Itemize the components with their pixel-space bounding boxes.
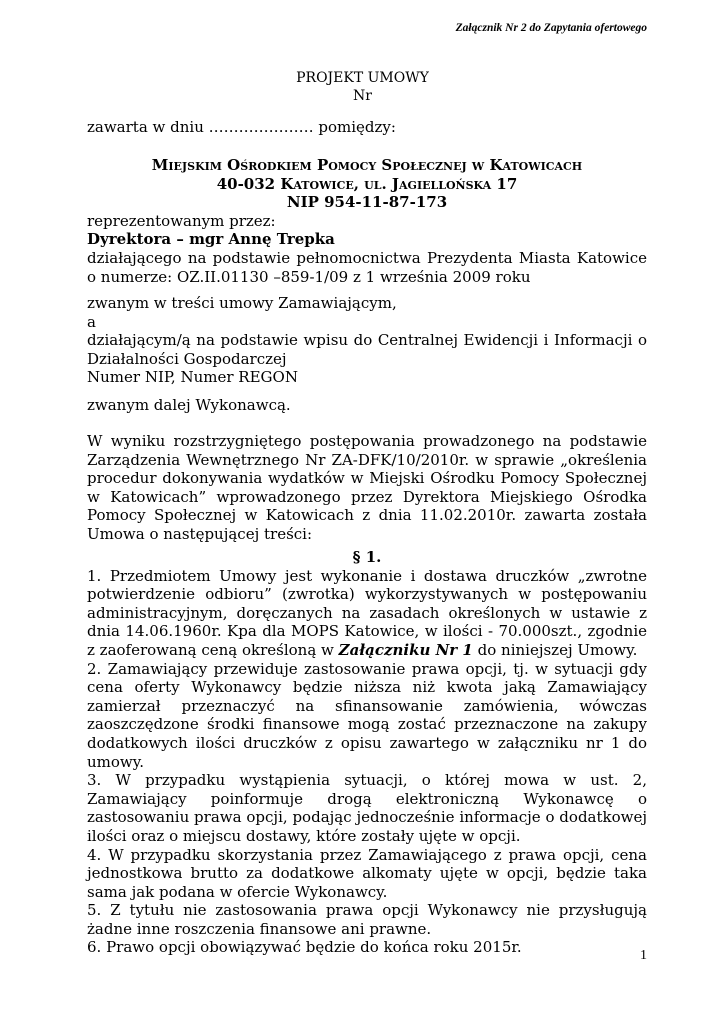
represented-by: reprezentowanym przez:	[87, 211, 276, 230]
clause-4: 4. W przypadku skorzystania przez Zamawiającego z prawa opcji, cena jednostkowa brutto za dodatkowe alkomaty ujęte w opcji, będzie taka sama jak podana w ofercie Wykonawcy.	[87, 845, 647, 901]
contractor-basis: działającym/ą na podstawie wpisu do Centralnej Ewidencji i Informacji o Działalności Gospodarczej	[87, 331, 647, 368]
clause-1-attachment-ref: Załączniku Nr 1	[338, 640, 473, 659]
authority-text: działającego na podstawie pełnomocnictwa Prezydenta Miasta Katowice o numerze: OZ.II.01130 –859-1/09 z 1 września 2009 roku	[87, 248, 647, 286]
document-title: PROJEKT UMOWY	[296, 70, 429, 86]
party1-block	[87, 156, 647, 286]
intro-block	[87, 432, 647, 544]
representative: Dyrektora – mgr Annę Trepka	[87, 230, 335, 249]
clause-2: 2. Zamawiający przewiduje zastosowanie prawa opcji, tj. w sytuacji gdy cena oferty Wykonawcy będzie niższa niż kwota jaką Zamawiający zamierzał przeznaczyć na sfinansowanie zamówienia, wówczas zaoszczędzone środki finansowe mogą zostać przeznaczone na zakupy dodatkowych ilości druczków z opisu zawartego w załączniku nr 1 do umowy.	[87, 659, 647, 771]
clause-1-text: 1. Przedmiotem Umowy jest wykonanie i dostawa druczków „zwrotne potwierdzenie odbioru” (zwrotka) wykorzystywanych w postępowaniu administracyjnym, doręczanych na zasadach określonych w ustawie z dnia 14.06.1960r. Kpa dla MOPS Katowice, w ilości - 70.000szt., zgodnie z zaoferowaną ceną określoną w	[87, 566, 647, 659]
clause-1	[87, 567, 647, 660]
party1-nip: NIP 954-11-87-173	[286, 193, 448, 212]
attachment-note: Załącznik Nr 2 do Zapytania ofertowego	[455, 22, 647, 34]
clause-3: 3. W przypadku wystąpienia sytuacji, o której mowa w ust. 2, Zamawiający poinformuje drogą elektroniczną Wykonawcę o zastosowaniu prawa opcji, podając jednocześnie informacje o dodatkowej ilości oraz o miejscu dostawy, które zostały ujęte w opcji.	[87, 771, 647, 845]
called-ordering: zwanym w treści umowy Zamawiającym,	[87, 294, 397, 312]
parties-block	[87, 294, 647, 387]
section1-block	[87, 548, 647, 957]
section-title: § 1.	[352, 548, 382, 566]
date-line-block	[87, 118, 647, 137]
party1-address: 40-032 Katowice, ul. Jagiellońska 17	[216, 174, 518, 193]
page-number: 1	[640, 948, 647, 963]
clause-1-tail: do niniejszej Umowy.	[472, 640, 638, 659]
date-line: zawarta w dniu ………………… pomiędzy:	[87, 118, 396, 136]
clause-5: 5. Z tytułu nie zastosowania prawa opcji Wykonawcy nie przysługują żadne inne roszczenia finansowe ani prawne.	[87, 901, 647, 938]
called-contractor: zwanym dalej Wykonawcą.	[87, 396, 291, 414]
clause-6: 6. Prawo opcji obowiązywać będzie do końca roku 2015r.	[87, 938, 522, 957]
party1-name: Miejskim Ośrodkiem Pomocy Społecznej w Katowicach	[151, 156, 583, 174]
contractor-name-block	[87, 396, 647, 415]
and-word: a	[87, 312, 96, 331]
document-number-label: Nr	[353, 88, 372, 104]
intro-paragraph: W wyniku rozstrzygniętego postępowania prowadzonego na podstawie Zarządzenia Wewnętrznego Nr ZA-DFK/10/2010r. w sprawie „określenia procedur dokonywania wydatków w Miejski Ośrodku Pomocy Społecznej w Katowicach” wprowadzonego przez Dyrektora Miejskiego Ośrodka Pomocy Społecznej w Katowicach z dnia 11.02.2010r. zawarta została Umowa o następującej treści:	[87, 432, 647, 543]
nip-regon: Numer NIP, Numer REGON	[87, 368, 298, 387]
